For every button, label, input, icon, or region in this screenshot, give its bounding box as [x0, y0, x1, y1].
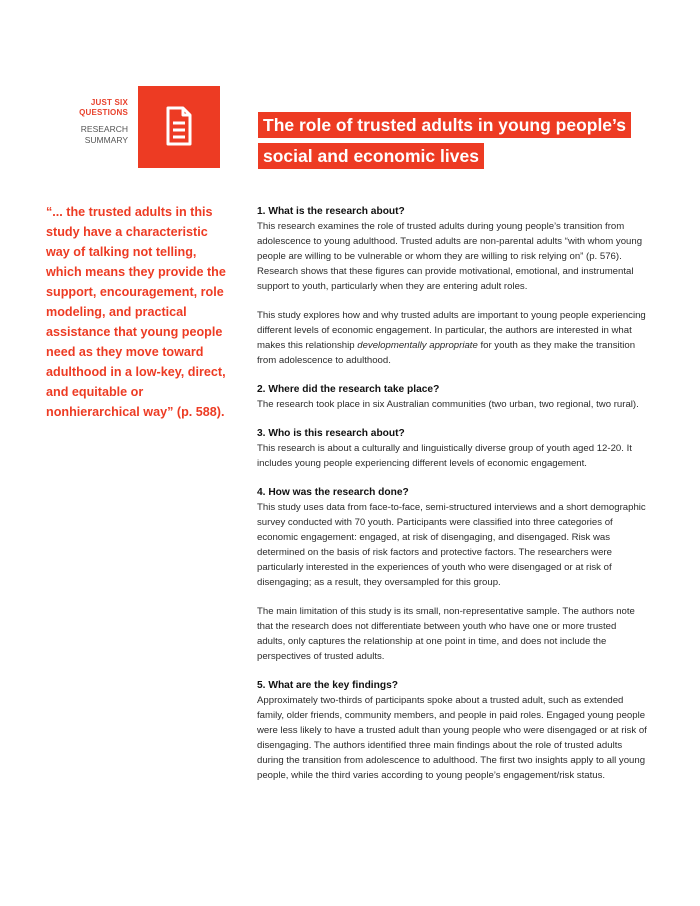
section-heading: 5. What are the key findings? [257, 680, 398, 691]
section-research-about [257, 204, 647, 368]
paragraph: This research examines the role of trusted adults during young people’s transition from adolescence to young adulthood. Trusted adults are non-parental adults “with whom young people are willing to be vulnerable or whom they are willing to risk relying on” (p. 576). Research shows that these figures can provide motivational, emotional, and instrumental support to youth, particularly when they are entering adult roles. [257, 221, 643, 292]
article-body [257, 204, 647, 797]
section-heading: 4. How was the research done? [257, 487, 409, 498]
title-line: social and economic lives [258, 143, 484, 169]
paragraph: This study uses data from face-to-face, semi-structured interviews and a short demographic survey conducted with 70 youth. Participants were classified into three categories of economic engagement: engaged, at risk of disengaging, and disengaged. Risk was determined on the basis of risk factors and protective factors. The researchers were particularly interested in the experiences of youth who were disengaged or at risk of disengaging; as a result, they oversampled for this group. [257, 502, 646, 588]
emphasis-text: developmentally appropriate [357, 340, 478, 351]
paragraph: The research took place in six Australian communities (two urban, two regional, two rural). [257, 399, 639, 410]
section-research-location [257, 382, 647, 412]
paragraph: Approximately two-thirds of participants spoke about a trusted adult, such as extended family, older friends, community members, and people in paid roles. Engaged young people were less likely to have a trusted adult than young people who were disengaged or at risk of disengaging. The authors identified three main findings about the role of trusted adults during the transition from adolescence to adulthood. The first two insights apply to all young people, while the third varies according to young people’s engagement/risk status. [257, 695, 647, 781]
paragraph: This study explores how and why trusted adults are important to young people experiencing different levels of economic engagement. In particular, the authors are interested in what makes this relationship developmentally appropriate for youth as they make the transition from adolescence to adulthood. [257, 310, 646, 366]
title-line: The role of trusted adults in young people’s [258, 112, 631, 138]
page-title [258, 110, 648, 172]
document-badge [138, 86, 220, 168]
pull-quote: “... the trusted adults in this study have a characteristic way of talking not telling, which means they provide the support, encouragement, role modeling, and practical assistance that young people need as they move toward adulthood in a low-key, direct, and equitable or nonhierarchical way” (p. 588). [46, 205, 226, 419]
series-name: JUST SIX QUESTIONS [79, 98, 128, 117]
paragraph: The main limitation of this study is its small, non-representative sample. The authors note that the research does not differentiate between youth who have one or more trusted adults, only captures the relationship at one point in time, and does not include the perspectives of trusted adults. [257, 606, 635, 662]
section-research-subjects [257, 426, 647, 471]
document-icon [165, 106, 193, 146]
series-label [58, 98, 128, 146]
section-heading: 2. Where did the research take place? [257, 384, 440, 395]
document-type: RESEARCH SUMMARY [80, 124, 128, 145]
section-heading: 1. What is the research about? [257, 206, 405, 217]
section-key-findings [257, 678, 647, 783]
paragraph: This research is about a culturally and linguistically diverse group of youth aged 12-20. It includes young people experiencing different levels of economic engagement. [257, 443, 632, 469]
section-research-method [257, 485, 647, 664]
section-heading: 3. Who is this research about? [257, 428, 405, 439]
